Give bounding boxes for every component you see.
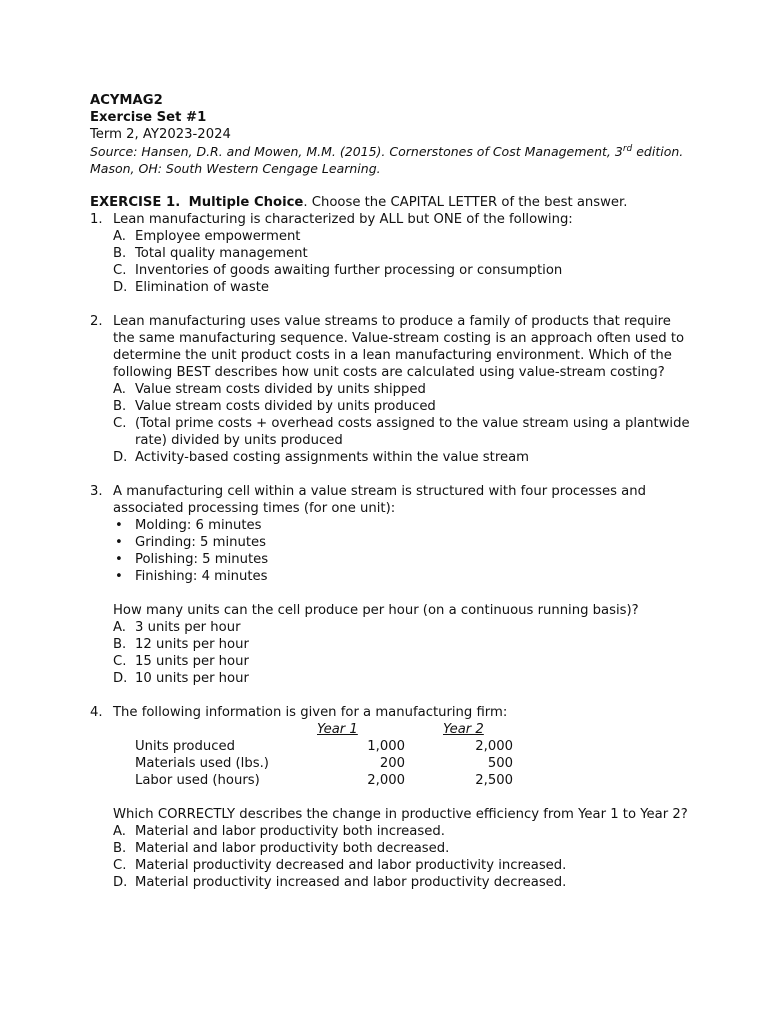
option-item: B. Material and labor productivity both decreased. bbox=[113, 841, 450, 856]
exercise-set-title: Exercise Set #1 bbox=[90, 110, 207, 125]
table-header bbox=[135, 721, 315, 738]
option-item: C. Inventories of goods awaiting further processing or consumption bbox=[113, 263, 563, 278]
production-data-table bbox=[135, 721, 523, 789]
question-3: 3. A manufacturing cell within a value stream is structured with four processes and associated processing times (for one unit): bbox=[90, 484, 646, 516]
question-2-options bbox=[113, 381, 690, 466]
option-item: D. Elimination of waste bbox=[113, 280, 269, 295]
document-page bbox=[90, 92, 690, 891]
term-line: Term 2, AY2023-2024 bbox=[90, 127, 231, 142]
question-3-prompt: How many units can the cell produce per hour (on a continuous running basis)? bbox=[113, 603, 639, 618]
table-row: Materials used (lbs.) 200 500 bbox=[135, 756, 513, 771]
question-2: 2. Lean manufacturing uses value streams to produce a family of products that require the same manufacturing sequence. Value-stream costing is an approach often used to determine the unit product costs in a lean manufacturing environment. Which of the following BEST describes how unit costs are calculated using value-stream costing? bbox=[90, 314, 685, 380]
course-code: ACYMAG2 bbox=[90, 93, 163, 108]
question-4-options bbox=[113, 823, 690, 891]
option-item: A. Material and labor productivity both increased. bbox=[113, 824, 445, 839]
question-1: 1. Lean manufacturing is characterized by ALL but ONE of the following: bbox=[90, 212, 573, 227]
option-item: C. Material productivity decreased and labor productivity increased. bbox=[113, 858, 567, 873]
option-item: B. Value stream costs divided by units produced bbox=[113, 399, 436, 414]
table-header: Year 2 bbox=[443, 722, 484, 737]
list-item: • Polishing: 5 minutes bbox=[115, 552, 269, 567]
process-time-list bbox=[90, 517, 690, 585]
question-4: 4. The following information is given for a manufacturing firm: bbox=[90, 705, 508, 720]
table-header: Year 1 bbox=[317, 722, 358, 737]
source-citation: Source: Hansen, D.R. and Mowen, M.M. (2015). Cornerstones of Cost Management, 3rd edition. Mason, OH: South Western Cengage Learning. bbox=[90, 143, 684, 176]
exercise-heading: EXERCISE 1. Multiple Choice. Choose the CAPITAL LETTER of the best answer. bbox=[90, 195, 628, 210]
option-item: D. Activity-based costing assignments within the value stream bbox=[113, 450, 530, 465]
option-item: A. 3 units per hour bbox=[113, 620, 241, 635]
question-4-prompt: Which CORRECTLY describes the change in productive efficiency from Year 1 to Year 2? bbox=[113, 807, 688, 822]
option-item: D. Material productivity increased and labor productivity decreased. bbox=[113, 875, 567, 890]
option-item: D. 10 units per hour bbox=[113, 671, 249, 686]
option-item: A. Employee empowerment bbox=[113, 229, 301, 244]
list-item: • Molding: 6 minutes bbox=[115, 518, 262, 533]
option-item: C. 15 units per hour bbox=[113, 654, 249, 669]
question-1-options bbox=[113, 228, 690, 296]
list-item: • Grinding: 5 minutes bbox=[115, 535, 267, 550]
table-row: Labor used (hours) 2,000 2,500 bbox=[135, 773, 513, 788]
option-item: C. (Total prime costs + overhead costs assigned to the value stream using a plantwide rate) divided by units produced bbox=[113, 416, 690, 448]
table-header-row bbox=[135, 721, 523, 738]
option-item: A. Value stream costs divided by units shipped bbox=[113, 382, 426, 397]
table-row: Units produced 1,000 2,000 bbox=[135, 739, 513, 754]
option-item: B. 12 units per hour bbox=[113, 637, 249, 652]
question-3-options bbox=[113, 619, 690, 687]
list-item: • Finishing: 4 minutes bbox=[115, 569, 268, 584]
option-item: B. Total quality management bbox=[113, 246, 308, 261]
